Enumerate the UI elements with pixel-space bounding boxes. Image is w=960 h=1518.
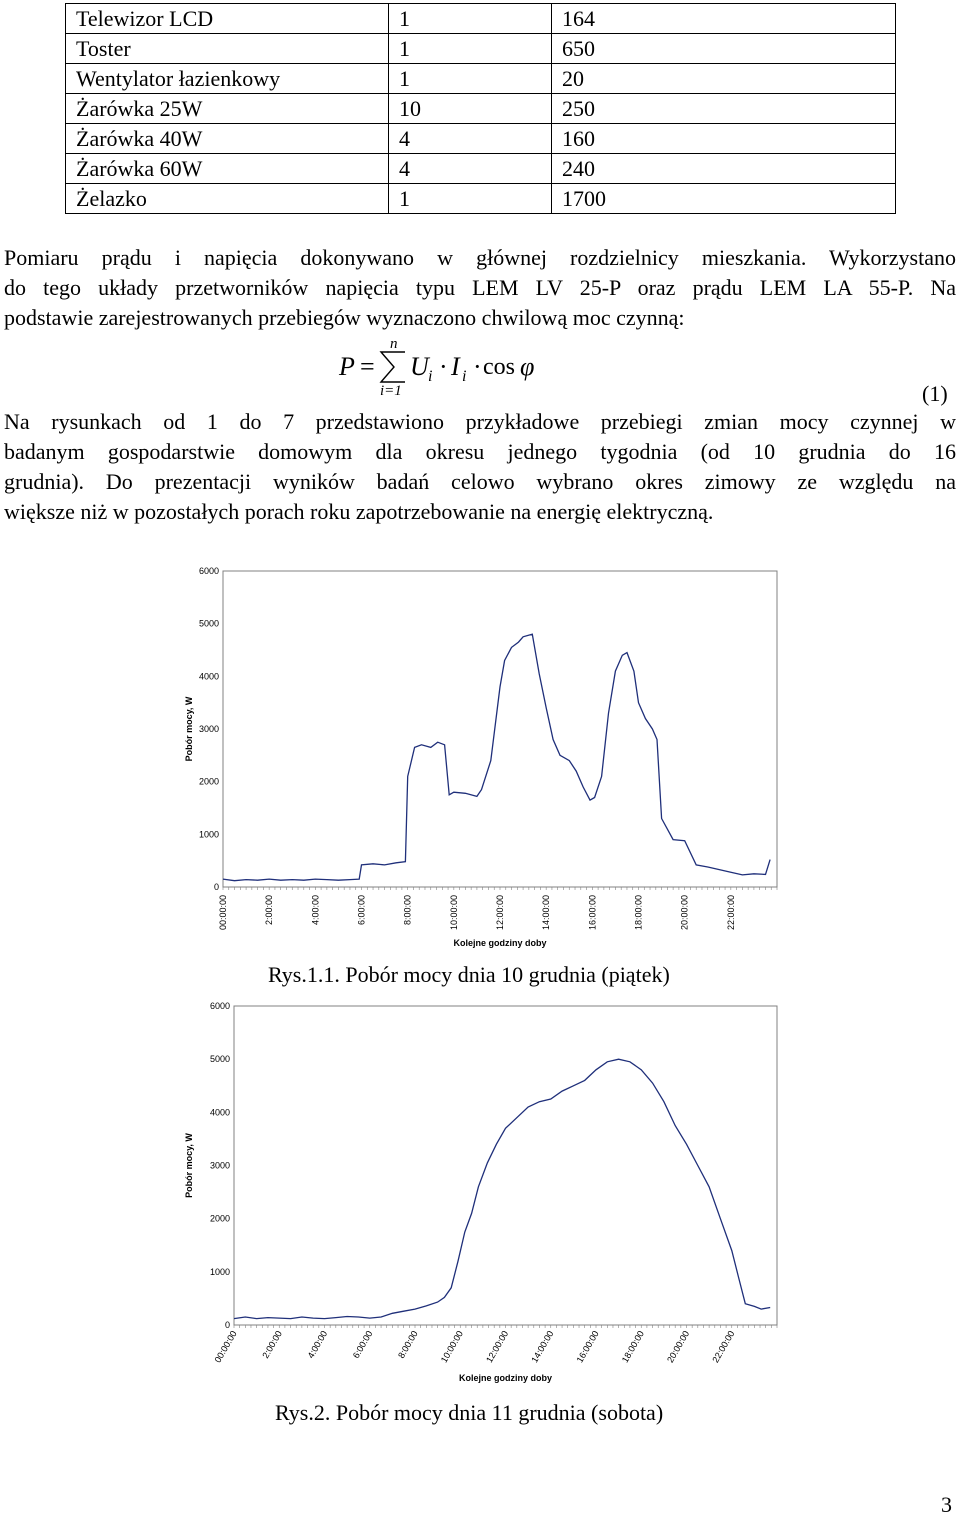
formula-current-sub: i <box>462 368 467 385</box>
table-row <box>66 4 896 34</box>
x-tick-label: 18:00:00 <box>633 895 644 931</box>
formula-number: (1) <box>922 381 948 406</box>
x-tick-label: 10:00:00 <box>448 895 459 931</box>
y-tick-label: 4000 <box>209 1107 230 1118</box>
formula-voltage-sub: i <box>428 368 433 385</box>
paragraph-line: badanym gospodarstwie domowym dla okresu jednego tygodnia (od 10 grudnia do 16 <box>4 439 956 464</box>
x-tick-label: 14:00:00 <box>541 895 552 931</box>
x-tick-label: 12:00:00 <box>495 895 505 931</box>
x-tick-label: 20:00:00 <box>665 1329 692 1365</box>
x-tick-label: 00:00:00 <box>218 895 228 931</box>
table-row <box>66 64 896 94</box>
appliance-count: 4 <box>389 124 552 154</box>
appliance-table <box>65 3 896 214</box>
x-tick-label: 2:00:00 <box>260 1329 284 1361</box>
paragraph-line: podstawie zarejestrowanych przebiegów wyznaczono chwilową moc czynną: <box>4 305 685 330</box>
paragraph-measurement <box>4 243 956 333</box>
appliance-power: 650 <box>552 34 896 64</box>
table-row <box>66 184 896 214</box>
y-tick-label: 3000 <box>198 724 219 734</box>
appliance-name: Żelazko <box>66 184 389 214</box>
x-tick-label: 10:00:00 <box>438 1329 465 1365</box>
page-number: 3 <box>941 1492 952 1517</box>
formula-lhs: P <box>339 352 355 381</box>
appliance-count: 4 <box>389 154 552 184</box>
y-tick-label: 3000 <box>209 1160 230 1171</box>
appliance-count: 10 <box>389 94 552 124</box>
formula-current: I <box>451 352 460 381</box>
appliance-power: 164 <box>552 4 896 34</box>
y-tick-label: 0 <box>213 882 219 892</box>
x-tick-label: 16:00:00 <box>574 1329 601 1365</box>
y-tick-label: 1000 <box>198 829 219 840</box>
appliance-power: 160 <box>552 124 896 154</box>
x-tick-label: 22:00:00 <box>710 1329 737 1365</box>
appliance-name: Żarówka 40W <box>66 124 389 154</box>
x-tick-label: 6:00:00 <box>356 895 367 926</box>
sigma-icon <box>378 350 408 384</box>
appliance-count: 1 <box>389 64 552 94</box>
formula-upper-limit: n <box>390 336 398 352</box>
appliance-power: 250 <box>552 94 896 124</box>
formula-voltage: U <box>410 352 429 381</box>
x-tick-label: 22:00:00 <box>725 895 736 931</box>
x-tick-label: 00:00:00 <box>212 1329 239 1365</box>
y-tick-label: 2000 <box>209 1213 230 1224</box>
x-tick-label: 16:00:00 <box>587 895 598 931</box>
appliance-name: Wentylator łazienkowy <box>66 64 389 94</box>
paragraph-line: Na rysunkach od 1 do 7 przedstawiono przykładowe przebiegi zmian mocy czynnej w <box>4 409 956 434</box>
y-tick-label: 4000 <box>198 671 219 682</box>
paragraph-figures-intro <box>4 407 956 527</box>
appliance-count: 1 <box>389 4 552 34</box>
paragraph-line: do tego układy przetworników napięcia typu LEM LV 25-P oraz prądu LEM LA 55-P. Na <box>4 275 956 300</box>
formula-cos: cos <box>483 354 515 380</box>
y-axis-label: Pobór mocy, W <box>184 696 194 762</box>
appliance-name: Żarówka 60W <box>66 154 389 184</box>
figure-caption-1: Rys.1.1. Pobór mocy dnia 10 grudnia (piątek) <box>268 962 670 987</box>
x-tick-label: 4:00:00 <box>310 895 321 926</box>
x-tick-label: 18:00:00 <box>619 1329 646 1365</box>
y-tick-label: 1000 <box>209 1266 230 1277</box>
formula-lower-limit: i=1 <box>380 383 402 399</box>
table-row <box>66 154 896 184</box>
formula-phi: φ <box>520 352 535 381</box>
table-row <box>66 34 896 64</box>
x-axis-label: Kolejne godziny doby <box>453 938 547 948</box>
x-tick-label: 6:00:00 <box>350 1329 375 1361</box>
paragraph-line: Pomiaru prądu i napięcia dokonywano w głównej rozdzielnicy mieszkania. Wykorzystano <box>4 245 956 270</box>
x-axis-label: Kolejne godziny doby <box>458 1373 553 1383</box>
y-tick-label: 2000 <box>198 776 219 787</box>
table-row <box>66 94 896 124</box>
plot-area <box>234 1006 777 1325</box>
paragraph-line: większe niż w pozostałych porach roku zapotrzebowanie na energię elektryczną. <box>4 499 714 524</box>
appliance-count: 1 <box>389 34 552 64</box>
y-tick-label: 5000 <box>209 1054 230 1065</box>
x-tick-label: 2:00:00 <box>264 895 275 926</box>
appliance-power: 240 <box>552 154 896 184</box>
x-tick-label: 14:00:00 <box>529 1329 556 1365</box>
appliance-name: Żarówka 25W <box>66 94 389 124</box>
x-tick-label: 12:00:00 <box>484 1329 511 1365</box>
plot-area <box>223 571 777 887</box>
formula-dot: · <box>439 352 448 381</box>
x-tick-label: 8:00:00 <box>396 1329 420 1361</box>
paragraph-line: grudnia). Do prezentacji wyników badań celowo wybrano okres zimowy ze względu na <box>4 469 956 494</box>
appliance-name: Toster <box>66 34 389 64</box>
y-tick-label: 5000 <box>198 618 219 629</box>
appliance-count: 1 <box>389 184 552 214</box>
x-tick-label: 8:00:00 <box>402 895 413 926</box>
formula-equals: = <box>360 352 375 381</box>
appliance-power: 1700 <box>552 184 896 214</box>
y-tick-label: 0 <box>224 1320 230 1330</box>
chart-power-dec11 <box>180 995 800 1395</box>
figure-caption-2: Rys.2. Pobór mocy dnia 11 grudnia (sobota) <box>275 1400 664 1425</box>
y-tick-label: 6000 <box>209 1001 230 1011</box>
y-tick-label: 6000 <box>198 566 219 576</box>
x-tick-label: 20:00:00 <box>679 895 690 931</box>
appliance-power: 20 <box>552 64 896 94</box>
chart-power-dec10 <box>180 560 800 955</box>
y-axis-label: Pobór mocy, W <box>184 1133 194 1198</box>
formula-dot: · <box>473 352 482 381</box>
table-row <box>66 124 896 154</box>
x-tick-label: 4:00:00 <box>305 1329 330 1361</box>
appliance-name: Telewizor LCD <box>66 4 389 34</box>
